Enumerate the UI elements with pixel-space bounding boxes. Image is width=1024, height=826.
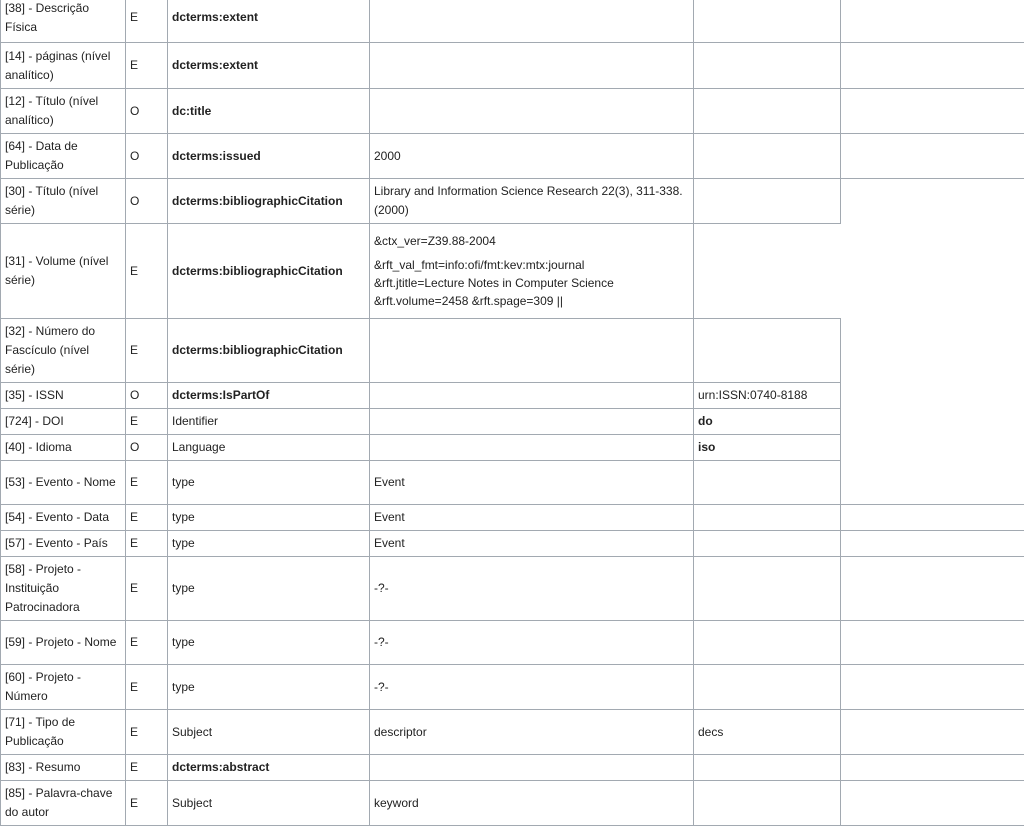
element-cell: dcterms:bibliographicCitation [168, 319, 370, 383]
field-cell: [53] - Evento - Nome [1, 461, 126, 505]
value-line: &rft_val_fmt=info:ofi/fmt:kev:mtx:journal [374, 256, 690, 274]
table-row [1, 224, 1024, 319]
element-cell: type [168, 505, 370, 531]
status-cell: E [126, 409, 168, 435]
element-cell: type [168, 531, 370, 557]
qualifier-cell [694, 224, 841, 319]
table-row [1, 621, 1024, 665]
table-row [1, 557, 1024, 621]
table-row [1, 0, 1024, 43]
field-cell: [724] - DOI [1, 409, 126, 435]
extra-cell [841, 461, 1024, 505]
qualifier-cell [694, 134, 841, 179]
qualifier-cell [694, 531, 841, 557]
table-row [1, 461, 1024, 505]
element-cell: Identifier [168, 409, 370, 435]
element-cell: type [168, 557, 370, 621]
status-cell: O [126, 383, 168, 409]
extra-cell [841, 43, 1024, 89]
extra-cell [841, 179, 1024, 224]
status-cell: O [126, 435, 168, 461]
status-cell: O [126, 89, 168, 134]
value-line: &rft.volume=2458 &rft.spage=309 || [374, 292, 690, 310]
value-cell [370, 435, 694, 461]
field-cell: [58] - Projeto - Instituição Patrocinadora [1, 557, 126, 621]
element-cell: type [168, 665, 370, 710]
extra-cell [841, 134, 1024, 179]
qualifier-cell [694, 461, 841, 505]
table-row [1, 89, 1024, 134]
field-cell: [59] - Projeto - Nome [1, 621, 126, 665]
status-cell: E [126, 710, 168, 755]
field-cell: [54] - Evento - Data [1, 505, 126, 531]
element-cell: dcterms:extent [168, 43, 370, 89]
value-cell: 2000 [370, 134, 694, 179]
qualifier-cell: urn:ISSN:0740-8188 [694, 383, 841, 409]
extra-cell [841, 755, 1024, 781]
field-cell: [57] - Evento - País [1, 531, 126, 557]
extra-cell [841, 557, 1024, 621]
element-cell: dcterms:abstract [168, 755, 370, 781]
element-cell: dcterms:bibliographicCitation [168, 179, 370, 224]
value-line: &ctx_ver=Z39.88-2004 [374, 232, 690, 250]
field-cell: [31] - Volume (nível série) [1, 224, 126, 319]
status-cell: E [126, 557, 168, 621]
value-cell: Library and Information Science Research 22(3), 311-338. (2000) [370, 179, 694, 224]
field-cell: [14] - páginas (nível analítico) [1, 43, 126, 89]
field-cell: [83] - Resumo [1, 755, 126, 781]
value-line: &rft.jtitle=Lecture Notes in Computer Science [374, 274, 690, 292]
value-cell [370, 755, 694, 781]
extra-cell [841, 0, 1024, 43]
value-cell: keyword [370, 781, 694, 826]
extra-cell [841, 710, 1024, 755]
field-cell: [38] - Descrição Física [1, 0, 126, 43]
qualifier-cell [694, 781, 841, 826]
element-cell: dcterms:issued [168, 134, 370, 179]
value-cell: Event [370, 505, 694, 531]
status-cell: E [126, 43, 168, 89]
element-cell: Language [168, 435, 370, 461]
extra-cell [841, 319, 1024, 383]
qualifier-cell: do [694, 409, 841, 435]
table-row [1, 383, 1024, 409]
value-cell [370, 0, 694, 43]
table-row [1, 755, 1024, 781]
table-row [1, 319, 1024, 383]
qualifier-cell [694, 43, 841, 89]
qualifier-cell [694, 755, 841, 781]
status-cell: E [126, 505, 168, 531]
qualifier-cell [694, 179, 841, 224]
qualifier-cell: iso [694, 435, 841, 461]
qualifier-cell [694, 557, 841, 621]
status-cell: E [126, 621, 168, 665]
field-cell: [12] - Título (nível analítico) [1, 89, 126, 134]
table-row [1, 531, 1024, 557]
status-cell: E [126, 319, 168, 383]
qualifier-cell [694, 505, 841, 531]
value-cell [370, 43, 694, 89]
field-cell: [64] - Data de Publicação [1, 134, 126, 179]
extra-cell [841, 505, 1024, 531]
status-cell: E [126, 0, 168, 43]
extra-cell [841, 531, 1024, 557]
extra-cell [841, 435, 1024, 461]
qualifier-cell [694, 665, 841, 710]
qualifier-cell [694, 0, 841, 43]
field-cell: [35] - ISSN [1, 383, 126, 409]
extra-cell [841, 409, 1024, 435]
table-row [1, 179, 1024, 224]
value-cell [370, 224, 694, 319]
field-cell: [32] - Número do Fascículo (nível série) [1, 319, 126, 383]
value-cell: -?- [370, 557, 694, 621]
extra-cell [841, 781, 1024, 826]
value-cell: -?- [370, 665, 694, 710]
value-cell [370, 409, 694, 435]
status-cell: E [126, 461, 168, 505]
extra-cell [841, 665, 1024, 710]
qualifier-cell [694, 319, 841, 383]
value-cell: descriptor [370, 710, 694, 755]
status-cell: O [126, 179, 168, 224]
element-cell: dcterms:IsPartOf [168, 383, 370, 409]
status-cell: O [126, 134, 168, 179]
table-row [1, 505, 1024, 531]
qualifier-cell: decs [694, 710, 841, 755]
table-row [1, 43, 1024, 89]
element-cell: Subject [168, 710, 370, 755]
table-row [1, 134, 1024, 179]
qualifier-cell [694, 89, 841, 134]
value-cell: -?- [370, 621, 694, 665]
element-cell: dc:title [168, 89, 370, 134]
field-cell: [85] - Palavra-chave do autor [1, 781, 126, 826]
element-cell: type [168, 621, 370, 665]
status-cell: E [126, 781, 168, 826]
element-cell: dcterms:extent [168, 0, 370, 43]
status-cell: E [126, 224, 168, 319]
extra-cell [841, 383, 1024, 409]
table-row [1, 665, 1024, 710]
field-cell: [40] - Idioma [1, 435, 126, 461]
element-cell: dcterms:bibliographicCitation [168, 224, 370, 319]
table-row [1, 409, 1024, 435]
table-row [1, 435, 1024, 461]
value-cell: Event [370, 461, 694, 505]
extra-cell [841, 224, 1024, 319]
field-cell: [30] - Título (nível série) [1, 179, 126, 224]
status-cell: E [126, 665, 168, 710]
extra-cell [841, 89, 1024, 134]
extra-cell [841, 621, 1024, 665]
value-cell [370, 319, 694, 383]
status-cell: E [126, 755, 168, 781]
element-cell: type [168, 461, 370, 505]
table-row [1, 710, 1024, 755]
status-cell: E [126, 531, 168, 557]
value-cell [370, 89, 694, 134]
field-cell: [60] - Projeto - Número [1, 665, 126, 710]
field-cell: [71] - Tipo de Publicação [1, 710, 126, 755]
qualifier-cell [694, 621, 841, 665]
value-cell [370, 383, 694, 409]
table-row [1, 781, 1024, 826]
element-cell: Subject [168, 781, 370, 826]
value-cell: Event [370, 531, 694, 557]
